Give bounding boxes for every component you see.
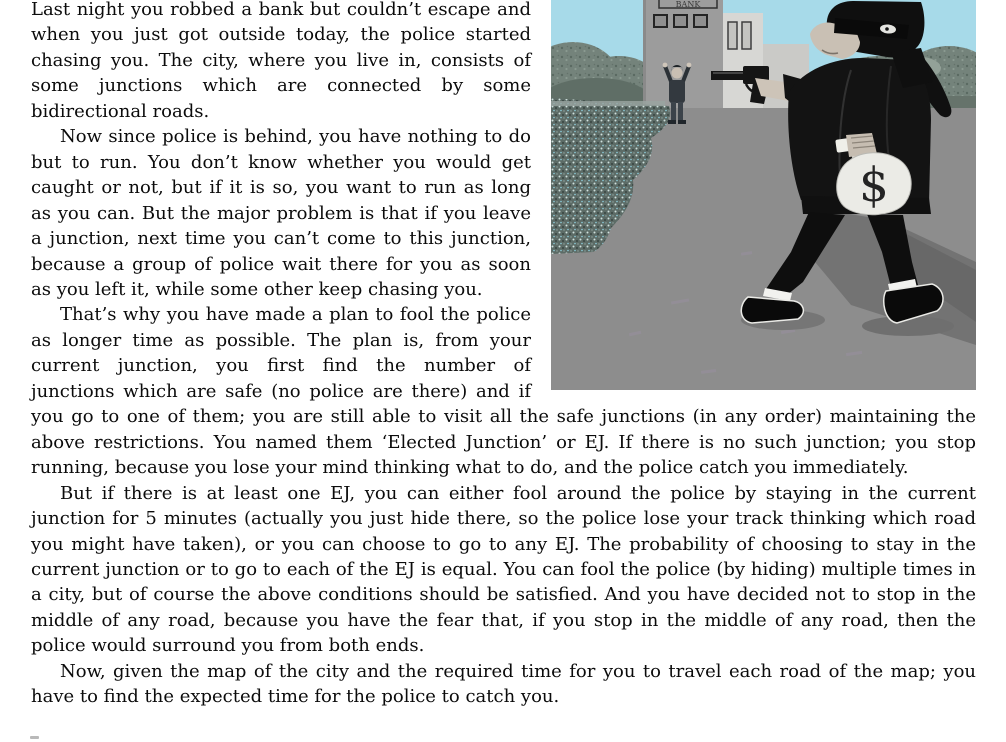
robbery-illustration [551, 0, 976, 390]
paragraph-2: Now since police is behind, you have nothing to do but to run. You don’t know whether you would get caught or not, but if it is so, you want to run as long as you can. But the major problem is that if you leave a junction, next time you can’t come to this junction, because a group of police wait there for you as soon as you left it, while some other keep chasing you. [31, 126, 531, 300]
robbery-scene-svg [551, 0, 976, 390]
paragraph-4: But if there is at least one EJ, you can either fool around the police by staying in the current junction for 5 minutes (actually you just hide there, so the police lose your track thinking which road you might have taken), or you can choose to go to any EJ. The probability of choosing to stay in the current junction or to go to each of the EJ is equal. You can fool the police (by hiding) multiple times in a city, but of course the above conditions should be satisfied. And you have decided not to stop in the middle of any road, because you have the fear that, if you stop in the middle of any road, then the police would surround you from both ends. [31, 482, 976, 657]
front-shoe [741, 297, 803, 323]
dollar-sign: $ [859, 158, 889, 213]
paragraph-1: Last night you robbed a bank but couldn’t escape and when you just got outside today, the police started chasing you. The city, where you live in, consists of some junctions which are connected by some bidirectional roads. [31, 0, 531, 122]
paragraph-3: That’s why you have made a plan to fool the police as longer time as possible. The plan is, from your current junction, you first find the number of junctions which are safe (no police are there) and if you go to one of them; you are still able to visit all the safe junctions (in any order) maintaining the above restrictions. You named them ‘Elected Junction’ or EJ. If there is no such junction; you stop running, because you lose your mind thinking what to do, and the police catch you immediately. [31, 304, 976, 479]
paragraph-5: Now, given the map of the city and the required time for you to travel each road of the map; you have to find the expected time for the police to catch you. [31, 660, 976, 708]
problem-statement [31, 0, 976, 710]
bank-sign-text: BANK [675, 0, 701, 9]
bank-windows [654, 15, 707, 27]
bank-sign [659, 0, 717, 9]
cropped-heading-top [30, 736, 39, 739]
